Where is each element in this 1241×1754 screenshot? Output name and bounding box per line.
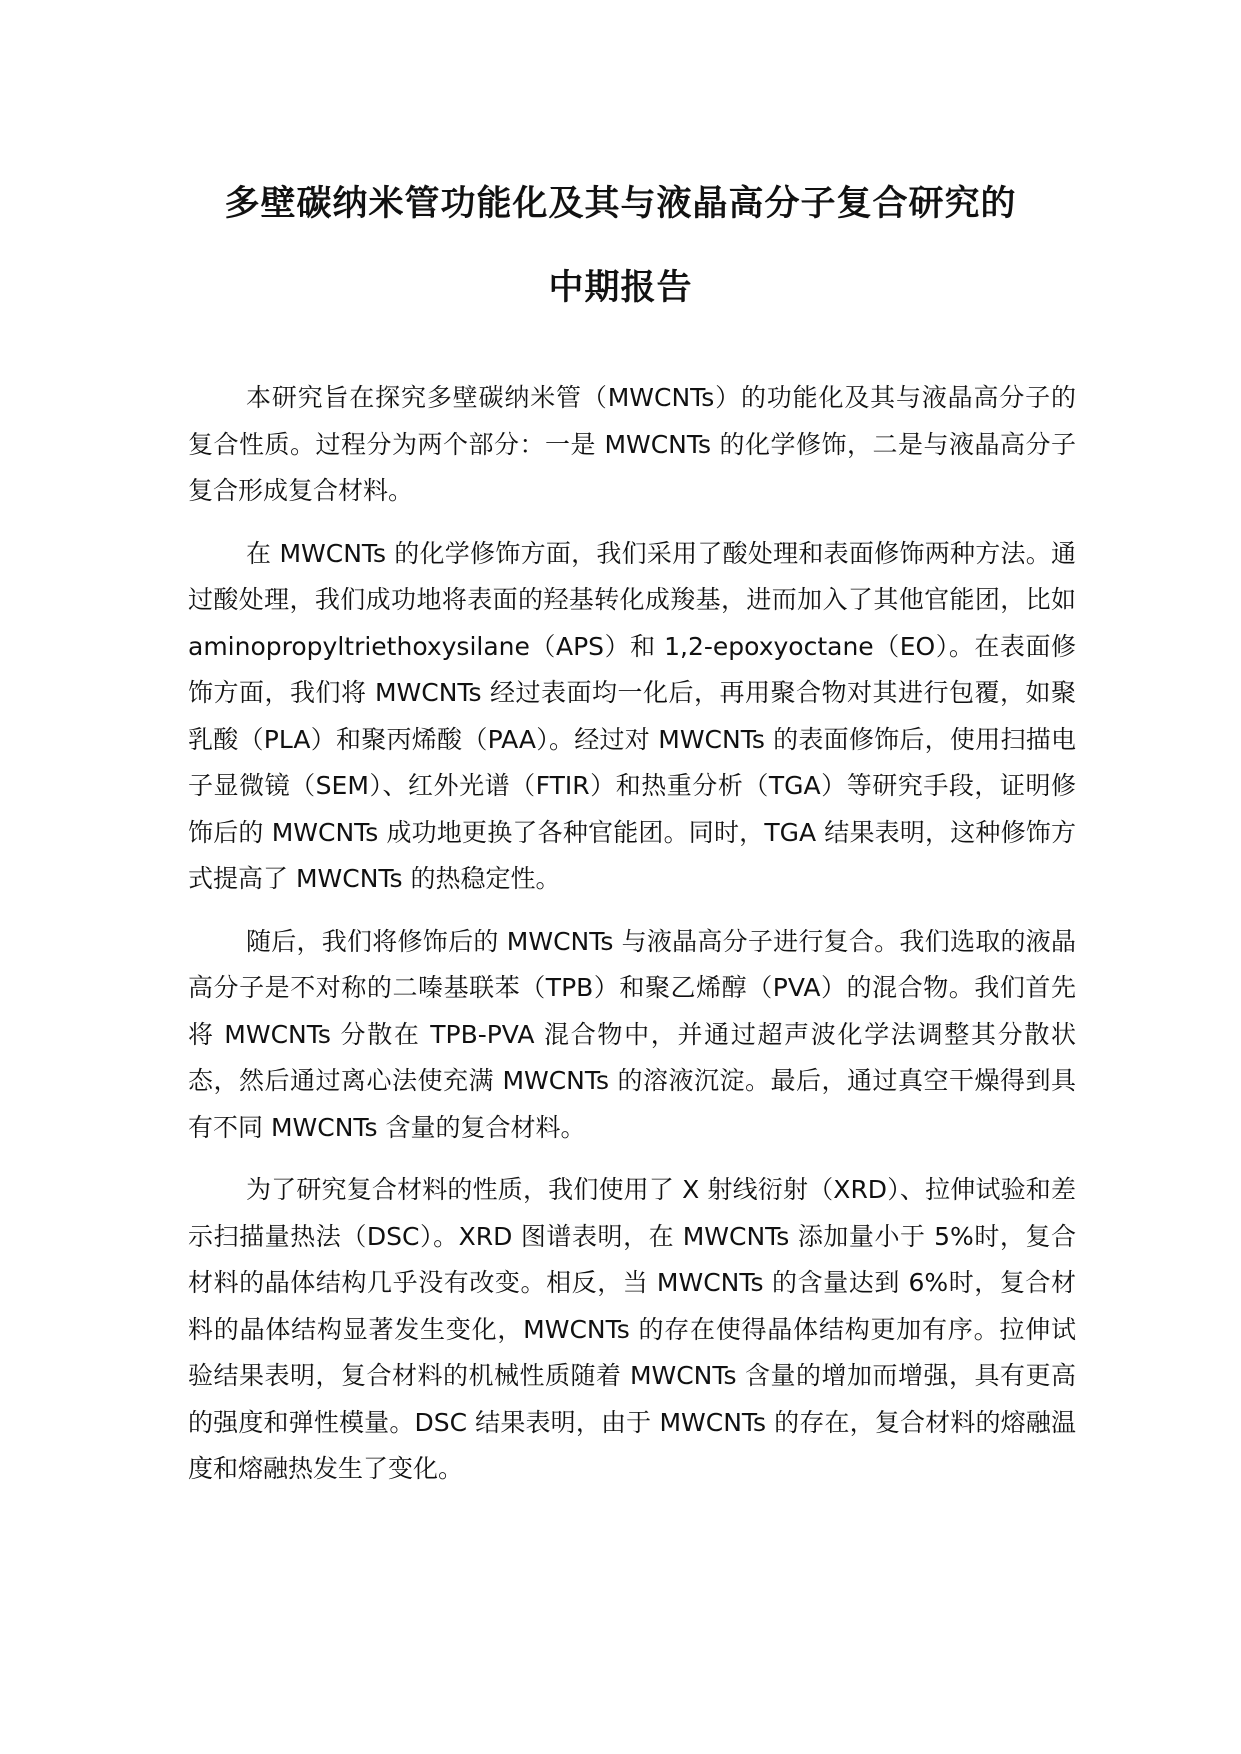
paragraph-chemical-modification: 在 MWCNTs 的化学修饰方面，我们采用了酸处理和表面修饰两种方法。通过酸处理，我们成功地将表面的羟基转化成羧基，进而加入了其他官能团，比如 aminopropyltriethoxysilane（APS）和 1,2-epoxyoctane（EO）。在表面修饰方面，我们将 MWCNTs 经过表面均一化后，再用聚合物对其进行包覆，如聚乳酸（PLA）和聚丙烯酸（PAA）。经过对 MWCNTs 的表面修饰后，使用扫描电子显微镜（SEM）、红外光谱（FTIR）和热重分析（TGA）等研究手段，证明修饰后的 MWCNTs 成功地更换了各种官能团。同时，TGA 结果表明，这种修饰方式提高了 MWCNTs 的热稳定性。 bbox=[188, 538, 1076, 893]
paragraph-introduction: 本研究旨在探究多壁碳纳米管（MWCNTs）的功能化及其与液晶高分子的复合性质。过程分为两个部分：一是 MWCNTs 的化学修饰，二是与液晶高分子复合形成复合材料。 bbox=[188, 383, 1076, 505]
document-body bbox=[188, 375, 1076, 1509]
document-title-line-2: 中期报告 bbox=[548, 268, 693, 308]
paragraph-composite-properties: 为了研究复合材料的性质，我们使用了 X 射线衍射（XRD）、拉伸试验和差示扫描量热法（DSC）。XRD 图谱表明，在 MWCNTs 添加量小于 5%时，复合材料的晶体结构几乎没有改变。相反，当 MWCNTs 的含量达到 6%时，复合材料的晶体结构显著发生变化，MWCNTs 的存在使得晶体结构更加有序。拉伸试验结果表明，复合材料的机械性质随着 MWCNTs 含量的增加而增强，具有更高的强度和弹性模量。DSC 结果表明，由于 MWCNTs 的存在，复合材料的熔融温度和熔融热发生了变化。 bbox=[188, 1175, 1076, 1483]
paragraph-composite-preparation: 随后，我们将修饰后的 MWCNTs 与液晶高分子进行复合。我们选取的液晶高分子是不对称的二嗪基联苯（TPB）和聚乙烯醇（PVA）的混合物。我们首先将 MWCNTs 分散在 TPB-PVA 混合物中，并通过超声波化学法调整其分散状态，然后通过离心法使充满 MWCNTs 的溶液沉淀。最后，通过真空干燥得到具有不同 MWCNTs 含量的复合材料。 bbox=[188, 926, 1076, 1142]
document-title-line-1: 多壁碳纳米管功能化及其与液晶高分子复合研究的 bbox=[224, 184, 1017, 224]
